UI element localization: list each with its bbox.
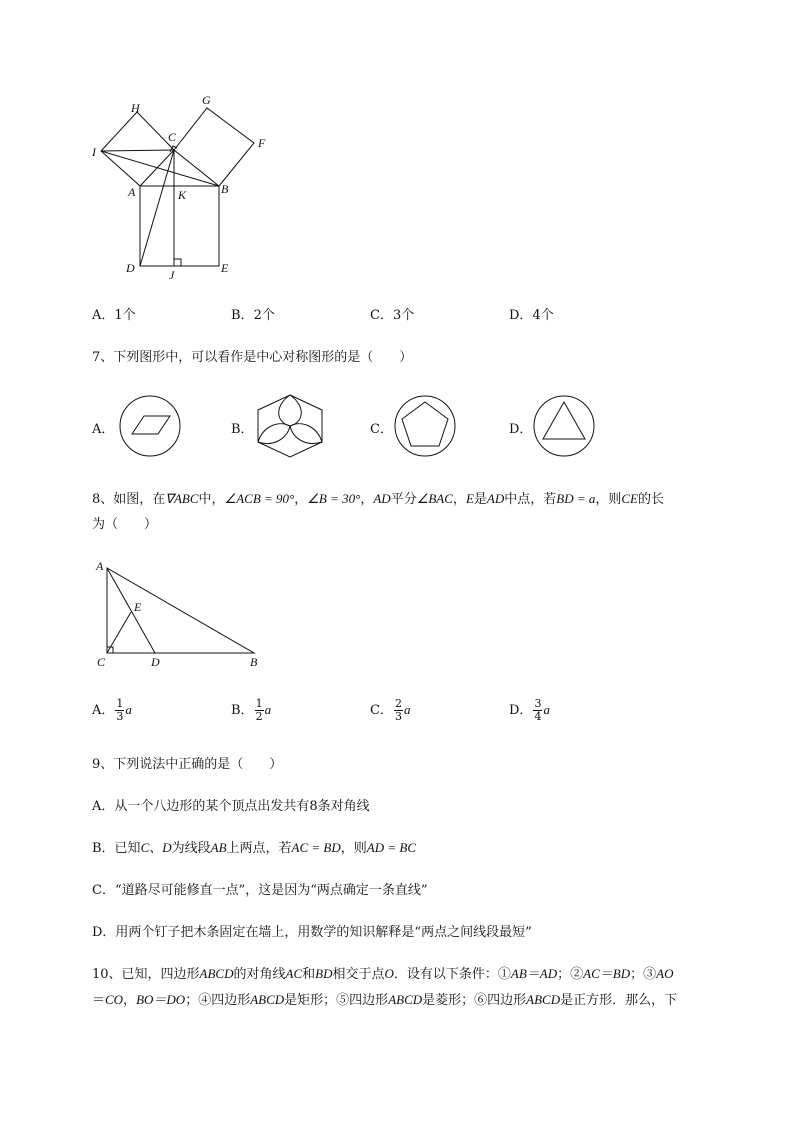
q8-option-a: A． $\frac{1}{3}$ a — [92, 697, 132, 723]
q7-option-c-figure — [393, 394, 457, 458]
pythagoras-figure — [88, 90, 278, 285]
label-d: D — [151, 655, 160, 669]
square-bcFG — [174, 108, 254, 186]
label-c: C — [168, 130, 177, 144]
q10-stem-line2: ＝CO，BO＝DO；④四边形ABCD是矩形；⑤四边形ABCD是菱形；⑥四边形ABCD是正方形．那么，下 — [92, 992, 678, 1008]
q10-stem-line1: 10、已知，四边形ABCD的对角线AC和BD相交于点O．设有以下条件：①AB＝AD；②AC＝BD；③AO — [92, 966, 674, 982]
q7-option-c-letter: C． — [370, 422, 393, 437]
label-i: I — [92, 145, 96, 159]
label-a: A — [128, 185, 136, 199]
label-f: F — [258, 136, 266, 150]
q6-option-b: B．2个 — [231, 308, 275, 323]
q7-option-b-figure — [255, 393, 325, 459]
q7-option-d-figure — [532, 394, 596, 458]
segment-ib — [101, 151, 219, 186]
q9-option-c: C．“道路尽可能修直一点”，这是因为“两点确定一条直线” — [92, 883, 428, 898]
q6-option-c: C．3个 — [370, 308, 415, 323]
q8-stem-line2: 为（ ） — [92, 517, 158, 532]
q9-stem: 9、下列说法中正确的是（ ） — [92, 757, 283, 772]
label-a: A — [96, 559, 104, 573]
label-c: C — [97, 655, 106, 669]
q8-option-c: C． $\frac{2}{3}$ a — [370, 697, 411, 723]
q7-option-a-letter: A． — [92, 422, 115, 437]
square-acHI — [101, 112, 174, 186]
q7-option-a-figure — [118, 394, 182, 458]
q8-option-d: D． $\frac{3}{4}$ a — [509, 697, 550, 723]
label-g: G — [202, 93, 211, 107]
q8-option-b: B． $\frac{1}{2}$ a — [231, 697, 272, 723]
q8-stem-line1: 8、如图，在∇ABC中，∠ACB = 90°，∠B = 30°，AD平分∠BAC，E是AD中点，若BD = a，则CE的长 — [92, 491, 665, 507]
label-j: J — [169, 268, 175, 282]
q9-option-d: D．用两个钉子把木条固定在墙上，用数学的知识解释是“两点之间线段最短” — [92, 925, 532, 940]
label-e: E — [221, 261, 229, 275]
q7-option-d-letter: D． — [509, 422, 533, 437]
label-e: E — [134, 600, 142, 614]
segment-ic — [101, 150, 174, 151]
q7-option-b-letter: B． — [231, 422, 254, 437]
label-b: B — [250, 655, 258, 669]
q6-option-a: A．1个 — [92, 308, 136, 323]
q9-option-b: B．已知C、D为线段AB上两点，若AC = BD，则AD = BC — [92, 840, 416, 856]
label-b: B — [221, 182, 229, 196]
q7-stem: 7、下列图形中，可以看作是中心对称图形的是（ ） — [92, 350, 413, 365]
label-k: K — [178, 188, 187, 202]
label-h: H — [131, 101, 140, 115]
triangle-abc-figure — [92, 555, 272, 670]
label-d: D — [126, 261, 135, 275]
q9-option-a: A．从一个八边形的某个顶点出发共有8条对角线 — [92, 799, 370, 814]
q6-option-d: D．4个 — [509, 308, 554, 323]
